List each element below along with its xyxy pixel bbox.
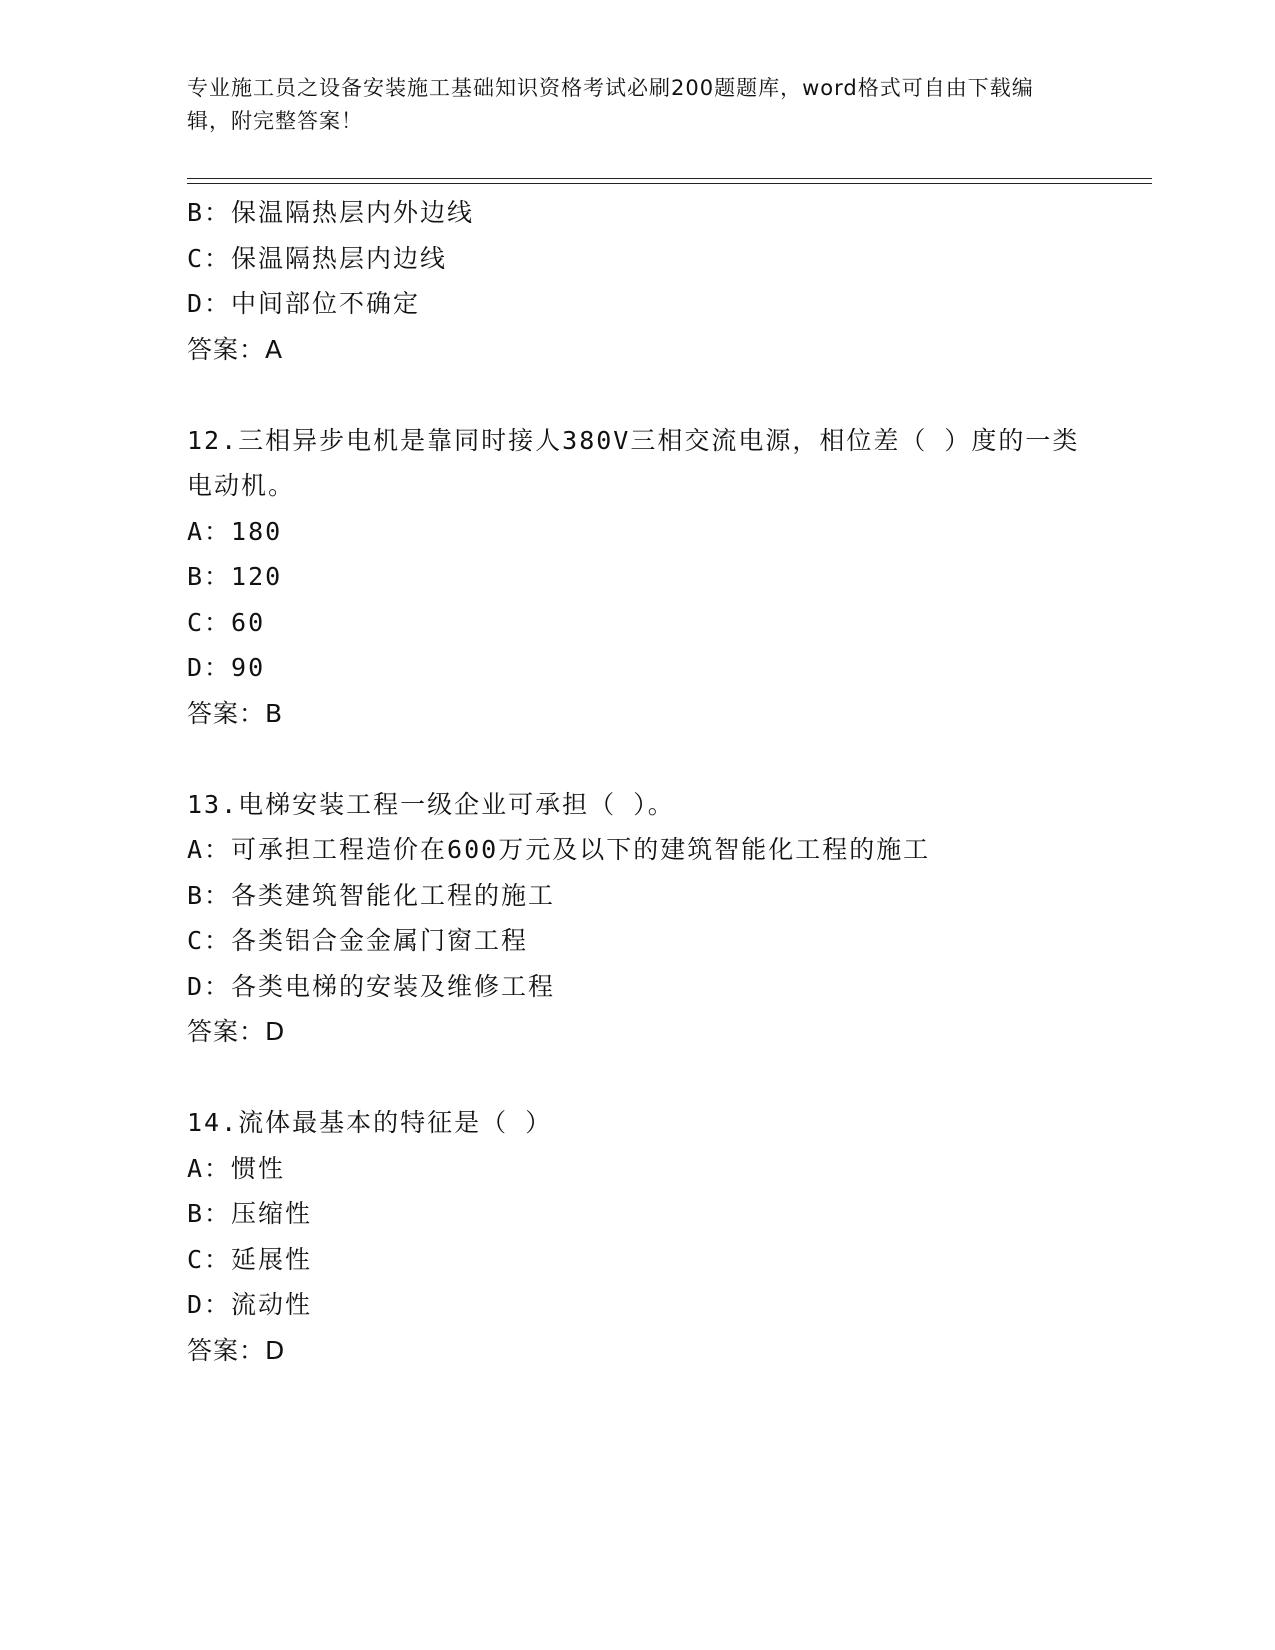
option-c: C：60	[187, 607, 266, 637]
option-b: B：各类建筑智能化工程的施工	[187, 880, 556, 910]
document-body	[187, 190, 1087, 1373]
question-11-continued	[187, 190, 1087, 372]
option-b: B：压缩性	[187, 1199, 313, 1228]
question-13	[187, 782, 1087, 1055]
answer-line: 答案：B	[187, 698, 284, 728]
header-rule-top	[187, 178, 1152, 179]
answer-line: 答案：A	[187, 334, 284, 364]
option-c: C：延展性	[187, 1244, 313, 1274]
option-c: C：各类铝合金金属门窗工程	[187, 926, 529, 955]
question-stem: 13.电梯安装工程一级企业可承担（ ）。	[187, 789, 675, 819]
option-d: D：各类电梯的安装及维修工程	[187, 971, 556, 1001]
spacer	[187, 1055, 1087, 1101]
spacer	[187, 736, 1087, 782]
question-stem: 12.三相异步电机是靠同时接人380V三相交流电源，相位差（ ）度的一类电动机。	[187, 425, 1080, 500]
option-d: D：中间部位不确定	[187, 289, 421, 318]
question-12	[187, 418, 1087, 737]
answer-line: 答案：D	[187, 1017, 286, 1046]
option-a: A：惯性	[187, 1153, 286, 1183]
option-d: D：流动性	[187, 1290, 313, 1319]
option-a: A：180	[187, 516, 283, 546]
answer-line: 答案：D	[187, 1335, 286, 1365]
question-14	[187, 1100, 1087, 1373]
question-stem: 14.流体最基本的特征是（ ）	[187, 1108, 553, 1137]
option-b: B：120	[187, 562, 283, 591]
option-b: B：保温隔热层内外边线	[187, 198, 475, 227]
document-header: 专业施工员之设备安装施工基础知识资格考试必刷200题题库，word格式可自由下载编辑，附完整答案！	[187, 76, 1034, 133]
spacer	[187, 372, 1087, 418]
option-c: C：保温隔热层内边线	[187, 243, 448, 273]
header-rule-bottom	[187, 183, 1152, 184]
option-a: A：可承担工程造价在600万元及以下的建筑智能化工程的施工	[187, 835, 931, 864]
option-d: D：90	[187, 653, 266, 682]
